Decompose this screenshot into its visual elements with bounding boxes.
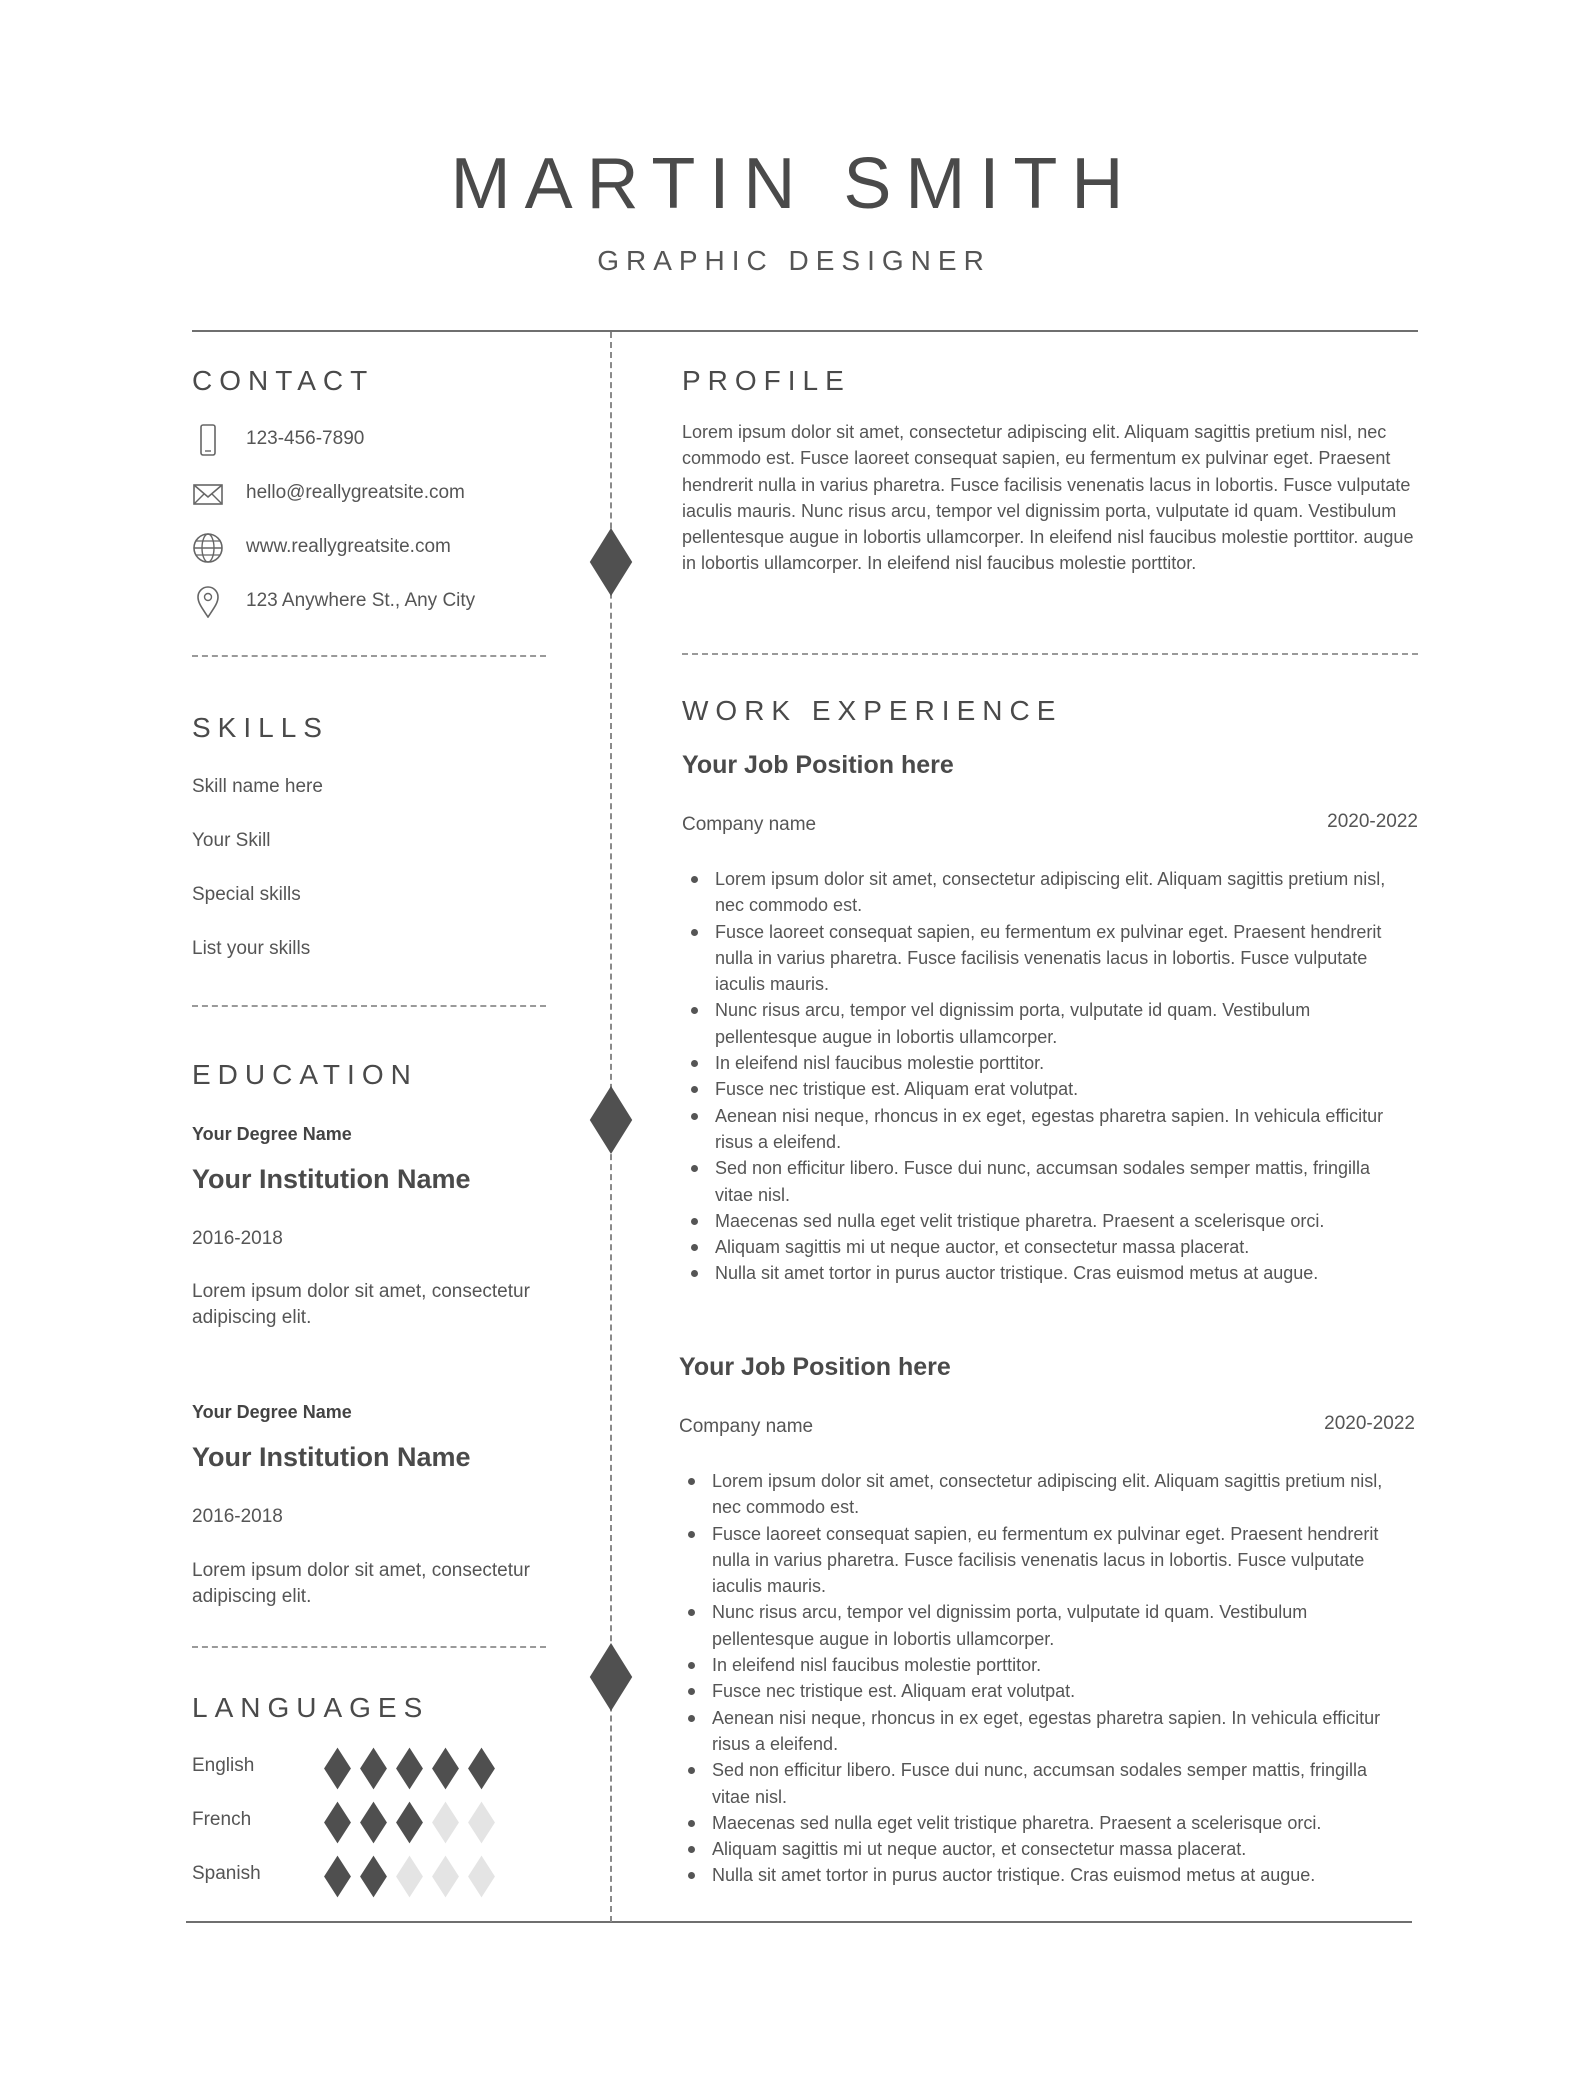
education-institution: Your Institution Name [192, 1442, 471, 1472]
contact-address-text: 123 Anywhere St., Any City [246, 590, 476, 611]
profile-text: Lorem ipsum dolor sit amet, consectetur adipiscing elit. Aliquam sagittis pretium nisl, nec commodo est. Fusce laoreet consequat sapien, eu fermentum ex pulvinar eget. Praesent hendrerit nulla in varius pharetra. Fusce facilisis venenatis lacus in lobortis. Fusce vulputate iaculis mauris. Nunc risus arcu, tempor vel dignissim porta, vulputate id quam. Vestibulum pellentesque augue in lobortis ullamcorper. In eleifend nisl faucibus molestie porttitor. augue in lobortis ullamcorper. In eleifend nisl faucibus molestie porttitor. [682, 422, 1414, 574]
language-row [192, 1801, 512, 1845]
job-years: 2020-2022 [1327, 811, 1418, 832]
job-duty-item: Nulla sit amet tortor in purus auctor tristique. Cras euismod metus at augue. [682, 1260, 1402, 1286]
job-duty-item: Fusce laoreet consequat sapien, eu fermentum ex pulvinar eget. Praesent hendrerit nulla in varius pharetra. Fusce facilisis venenatis lacus in lobortis. Fusce vulputate iaculis mauris. [679, 1521, 1399, 1600]
phone-icon [192, 424, 224, 456]
skills-heading: SKILLS [192, 712, 329, 743]
language-row [192, 1747, 512, 1791]
contact-website [192, 530, 572, 570]
level-diamond-filled [320, 1855, 356, 1899]
level-diamond-empty [464, 1801, 500, 1845]
language-name: French [192, 1809, 252, 1830]
job-duty-item: Maecenas sed nulla eget velit tristique pharetra. Praesent a scelerisque orci. [679, 1810, 1399, 1836]
skill-item: List your skills [192, 938, 311, 959]
job-duties [679, 1468, 1399, 1889]
job-duty-item: Fusce nec tristique est. Aliquam erat volutpat. [679, 1678, 1399, 1704]
skill-item: Skill name here [192, 776, 323, 797]
education-institution: Your Institution Name [192, 1164, 471, 1194]
job-duty-item: Lorem ipsum dolor sit amet, consectetur adipiscing elit. Aliquam sagittis pretium nisl, nec commodo est. [679, 1468, 1399, 1521]
job-duty-item: Aliquam sagittis mi ut neque auctor, et consectetur massa placerat. [682, 1234, 1402, 1260]
job-duty-item: In eleifend nisl faucibus molestie porttitor. [682, 1050, 1402, 1076]
level-diamond-empty [428, 1855, 464, 1899]
mail-icon [192, 478, 224, 510]
job-duty-item: Lorem ipsum dolor sit amet, consectetur adipiscing elit. Aliquam sagittis pretium nisl, nec commodo est. [682, 866, 1402, 919]
job-duty-item: Fusce laoreet consequat sapien, eu fermentum ex pulvinar eget. Praesent hendrerit nulla in varius pharetra. Fusce facilisis venenatis lacus in lobortis. Fusce vulputate iaculis mauris. [682, 919, 1402, 998]
education-degree: Your Degree Name [192, 1402, 352, 1422]
skill-item: Your Skill [192, 830, 271, 851]
resume-name: MARTIN SMITH [450, 144, 1138, 224]
education-years: 2016-2018 [192, 1228, 283, 1249]
bottom-divider [186, 1921, 1412, 1923]
level-diamond-filled [464, 1747, 500, 1791]
top-divider [192, 330, 1418, 332]
timeline-marker [590, 528, 632, 596]
education-description: Lorem ipsum dolor sit amet, consectetur adipiscing elit. [192, 1281, 530, 1328]
level-diamond-filled [320, 1747, 356, 1791]
level-diamond-empty [392, 1855, 428, 1899]
timeline-marker [590, 1643, 632, 1711]
job-duty-item: Aenean nisi neque, rhoncus in ex eget, egestas pharetra sapien. In vehicula efficitur risus a eleifend. [679, 1705, 1399, 1758]
job-duty-item: Sed non efficitur libero. Fusce dui nunc, accumsan sodales semper mattis, fringilla vitae nisl. [679, 1757, 1399, 1810]
location-pin-icon [192, 586, 224, 618]
level-diamond-filled [392, 1801, 428, 1845]
contact-phone [192, 422, 572, 462]
contact-address [192, 584, 572, 624]
education-years: 2016-2018 [192, 1506, 283, 1527]
language-row [192, 1855, 512, 1899]
profile-heading: PROFILE [682, 365, 851, 396]
language-name: English [192, 1755, 255, 1776]
language-level [320, 1747, 500, 1791]
job-position: Your Job Position here [679, 1353, 951, 1381]
job-years: 2020-2022 [1324, 1413, 1415, 1434]
job-duty-item: In eleifend nisl faucibus molestie porttitor. [679, 1652, 1399, 1678]
level-diamond-filled [320, 1801, 356, 1845]
level-diamond-filled [356, 1855, 392, 1899]
job-company: Company name [679, 1416, 814, 1437]
level-diamond-empty [464, 1855, 500, 1899]
timeline-marker [590, 1086, 632, 1154]
languages-heading: LANGUAGES [192, 1692, 430, 1723]
level-diamond-filled [392, 1747, 428, 1791]
job-duties [682, 866, 1402, 1287]
job-duty-item: Nulla sit amet tortor in purus auctor tristique. Cras euismod metus at augue. [679, 1862, 1399, 1888]
globe-icon [192, 532, 224, 564]
education-degree: Your Degree Name [192, 1124, 352, 1144]
contact-heading: CONTACT [192, 365, 375, 396]
job-duty-item: Fusce nec tristique est. Aliquam erat volutpat. [682, 1076, 1402, 1102]
contact-email [192, 476, 572, 516]
level-diamond-filled [356, 1747, 392, 1791]
level-diamond-filled [356, 1801, 392, 1845]
profile-divider [682, 653, 1418, 655]
job-duty-item: Nunc risus arcu, tempor vel dignissim porta, vulputate id quam. Vestibulum pellentesque augue in lobortis ullamcorper. [682, 997, 1402, 1050]
language-level [320, 1855, 500, 1899]
skills-divider [192, 1005, 546, 1007]
job-duty-item: Aliquam sagittis mi ut neque auctor, et consectetur massa placerat. [679, 1836, 1399, 1862]
skill-item: Special skills [192, 884, 301, 905]
education-description: Lorem ipsum dolor sit amet, consectetur adipiscing elit. [192, 1560, 530, 1607]
job-duty-item: Nunc risus arcu, tempor vel dignissim porta, vulputate id quam. Vestibulum pellentesque augue in lobortis ullamcorper. [679, 1599, 1399, 1652]
resume-job-title: GRAPHIC DESIGNER [597, 245, 991, 276]
level-diamond-empty [428, 1801, 464, 1845]
work-heading: WORK EXPERIENCE [682, 695, 1063, 726]
job-duty-item: Sed non efficitur libero. Fusce dui nunc, accumsan sodales semper mattis, fringilla vitae nisl. [682, 1155, 1402, 1208]
contact-phone-text: 123-456-7890 [246, 428, 365, 449]
contact-divider [192, 655, 546, 657]
job-duty-item: Aenean nisi neque, rhoncus in ex eget, egestas pharetra sapien. In vehicula efficitur risus a eleifend. [682, 1103, 1402, 1156]
language-level [320, 1801, 500, 1845]
education-heading: EDUCATION [192, 1059, 418, 1090]
contact-website-text: www.reallygreatsite.com [246, 536, 451, 557]
job-position: Your Job Position here [682, 751, 954, 779]
education-divider [192, 1646, 546, 1648]
job-company: Company name [682, 814, 817, 835]
level-diamond-filled [428, 1747, 464, 1791]
contact-email-text: hello@reallygreatsite.com [246, 482, 465, 503]
language-name: Spanish [192, 1863, 261, 1884]
job-duty-item: Maecenas sed nulla eget velit tristique pharetra. Praesent a scelerisque orci. [682, 1208, 1402, 1234]
